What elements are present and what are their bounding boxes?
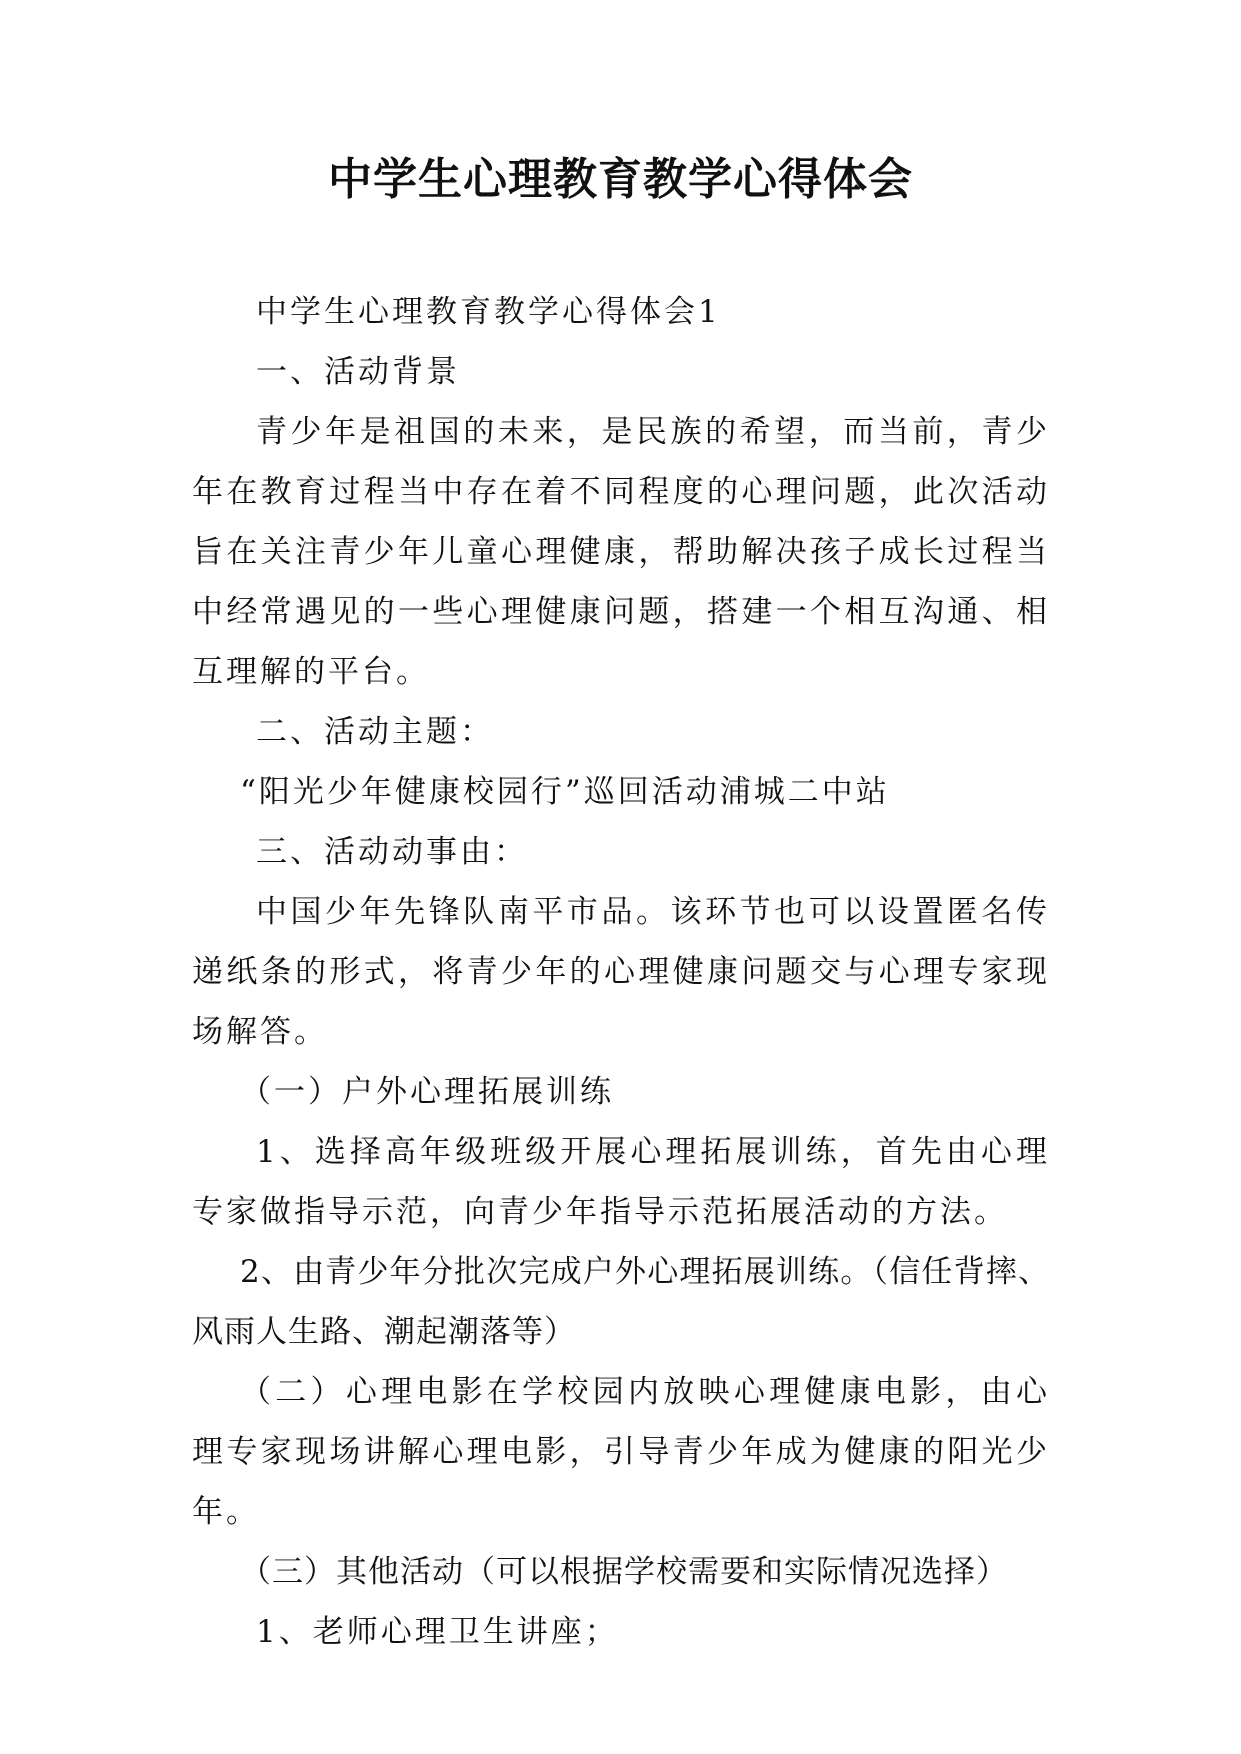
paragraph-section-background: 一、活动背景 [256, 354, 460, 390]
paragraph-background-text: 青少年是祖国的未来，是民族的希望，而当前，青少年在教育过程当中存在着不同程度的心理问题，此次活动旨在关注青少年儿童心理健康，帮助解决孩子成长过程当中经常遇见的一些心理健康问题，搭建一个相互沟通、相互理解的平台。 [192, 414, 1050, 690]
document-body [192, 282, 1050, 1662]
paragraph-outdoor-item-2: 2、由青少年分批次完成户外心理拓展训练。（信任背摔、风雨人生路、潮起潮落等） [192, 1254, 1050, 1350]
document-title: 中学生心理教育教学心得体会 [328, 154, 913, 205]
paragraph-section-theme: 二、活动主题： [256, 714, 494, 750]
paragraph-reason-text: 中国少年先锋队南平市品。该环节也可以设置匿名传递纸条的形式，将青少年的心理健康问题交与心理专家现场解答。 [192, 894, 1050, 1050]
paragraph-theme-text: “阳光少年健康校园行”巡回活动浦城二中站 [240, 774, 890, 810]
paragraph-other-item-1: 1、老师心理卫生讲座； [256, 1614, 619, 1650]
paragraph-subsection-movie: （二）心理电影在学校园内放映心理健康电影，由心理专家现场讲解心理电影，引导青少年成为健康的阳光少年。 [192, 1374, 1050, 1530]
paragraph-outdoor-item-1: 1、选择高年级班级开展心理拓展训练，首先由心理专家做指导示范，向青少年指导示范拓展活动的方法。 [192, 1134, 1050, 1230]
paragraph-subsection-outdoor: （一）户外心理拓展训练 [240, 1074, 614, 1110]
paragraph-subsection-other: （三）其他活动（可以根据学校需要和实际情况选择） [240, 1554, 1008, 1590]
paragraph-section-reason: 三、活动动事由： [256, 834, 528, 870]
paragraph-heading-1: 中学生心理教育教学心得体会1 [256, 294, 721, 330]
